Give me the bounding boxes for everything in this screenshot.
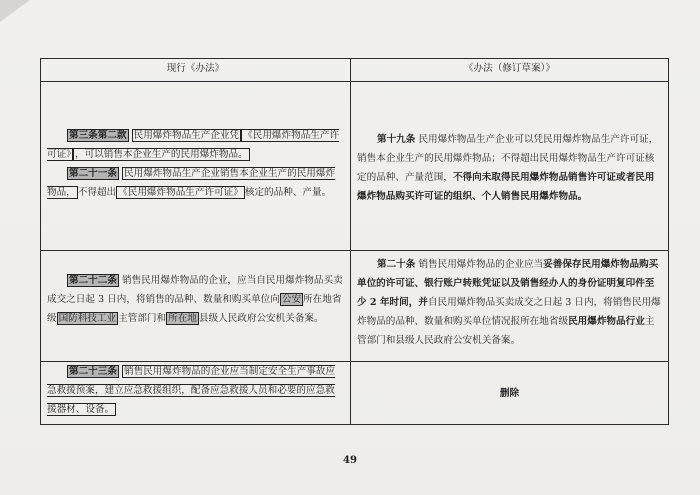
body-text: 自民用爆炸物品买卖成交之日起 3 日内，将销售民用爆炸物品的品种、数量和购买单位情况报所在地省级: [357, 297, 661, 327]
row3-right-cell: 删除: [351, 362, 669, 425]
row1-left-paragraph1: [47, 126, 344, 164]
row2-left-cell: [41, 251, 351, 362]
row3-left-cell: [41, 362, 351, 425]
body-text: 县级人民政府公安机关备案。: [198, 313, 324, 324]
row2-right-paragraph: [357, 255, 662, 350]
page-number: 49: [343, 455, 357, 466]
header-current-measures: 现行《办法》: [41, 59, 351, 82]
body-text: 民用爆炸物品生产企业可以凭民用爆炸物品生产许可证，销售本企业生产的民用爆炸物品；不得超出民用爆炸物品生产许可证核定的品种、产量范围，: [357, 134, 659, 183]
table-row: [41, 362, 669, 425]
body-text: 所在地省级: [47, 294, 342, 324]
row1-right-paragraph: [357, 130, 662, 206]
comparison-table: [40, 58, 669, 425]
highlighted-text: ，可以销售本企业生产的民用爆炸物品。: [74, 149, 248, 160]
bold-text: 妥善保存民用爆炸物品购买单位的许可证、银行账户转账凭证以及销售经办人的身份证明复印件至少 2 年时间，并: [357, 259, 659, 308]
body-text: 核定的品种、产量。: [244, 187, 332, 198]
table-row: [41, 251, 669, 362]
body-text: 主管部门和: [118, 313, 167, 324]
highlighted-text: 销售民用爆炸物品的企业应当制定安全生产事故应急救援预案，建立应急救援组织，配备应急救援人员和必要的应急救援器材、设备。: [47, 366, 336, 415]
row3-left-paragraph: [47, 362, 344, 419]
header-revised-draft: 《办法（修订草案）》: [351, 59, 669, 82]
table-row: [41, 82, 669, 251]
row1-left-paragraph2: [47, 164, 344, 202]
body-text: 不得超出: [77, 187, 117, 198]
row1-left-cell: [41, 82, 351, 251]
body-text: 销售民用爆炸物品的企业，应当自民用爆炸物品买卖成交之日起 3 日内，将销售的品种、数量和购买单位向: [47, 275, 343, 305]
table-header-row: [41, 59, 669, 82]
highlighted-text: 民用爆炸物品生产企业销售本企业生产的民用爆炸物品，: [47, 168, 336, 198]
article-label: 第二十一条: [69, 168, 117, 179]
article-label: 第二十二条: [69, 275, 117, 286]
highlighted-text: 《民用爆炸物品生产许可证》: [47, 130, 340, 160]
row2-left-paragraph: [47, 271, 344, 328]
article-label: 第十九条: [377, 134, 416, 145]
body-text: 主管部门和县级人民政府公安机关备案。: [357, 316, 655, 346]
article-label: 第三条第二款: [69, 130, 127, 141]
row2-right-cell: [351, 251, 669, 362]
folded-corner: [0, 0, 30, 22]
body-text: 销售民用爆炸物品的企业应当: [418, 259, 544, 270]
highlighted-text: 民用爆炸物品生产企业凭: [133, 130, 240, 141]
highlighted-text: 所在地: [168, 313, 197, 324]
highlighted-text: 国防科技工业: [58, 313, 117, 324]
bold-text: 民用爆炸物品行业: [568, 316, 645, 327]
highlighted-text: 公安: [281, 294, 302, 305]
article-label: 第二十三条: [69, 366, 117, 377]
article-label: 第二十条: [377, 259, 416, 270]
row1-right-cell: [351, 82, 669, 251]
highlighted-text: 《民用爆炸物品生产许可证》: [118, 187, 243, 198]
bold-text: 不得向未取得民用爆炸物品销售许可证或者民用爆炸物品购买许可证的组织、个人销售民用爆炸物品。: [357, 172, 655, 202]
